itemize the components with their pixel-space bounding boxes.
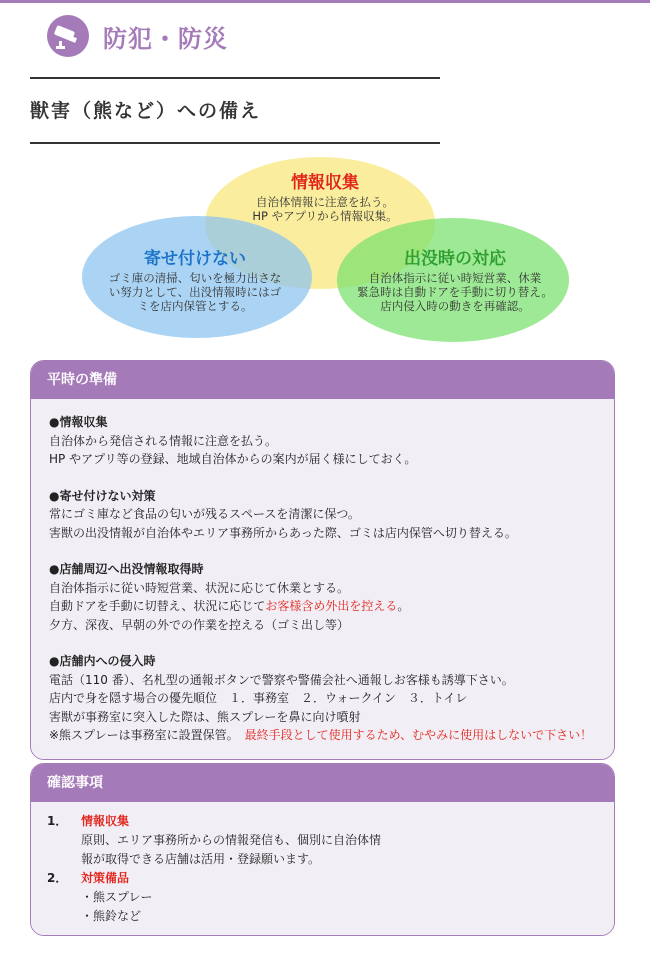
venn-info-line: HP やアプリから情報収集。 <box>252 209 398 223</box>
venn-keep-away-line: い努力として、出没情報時にはゴ <box>108 285 282 299</box>
item-title: 対策備品 <box>81 871 130 885</box>
prep-warning-text: 最終手段として使用するため、むやみに使用はしないで下さい！ <box>244 728 593 742</box>
venn-diagram <box>0 150 650 350</box>
prep-line: 自治体指示に従い時短営業、状況に応じて休業とする。 <box>49 580 350 595</box>
preparation-panel-body <box>31 399 614 760</box>
prep-section-title: ●情報収集 <box>49 415 108 429</box>
security-camera-icon <box>47 15 89 57</box>
preparation-panel-title: 平時の準備 <box>31 361 614 399</box>
prep-line: 害獣の出没情報が自治体やエリア事務所からあった際、ゴミは店内保管へ切り替える。 <box>49 525 517 540</box>
venn-response-title: 出没時の対応 <box>404 249 506 269</box>
confirmation-panel-title: 確認事項 <box>31 764 614 802</box>
prep-section-title: ●店舗内への侵入時 <box>49 654 156 668</box>
venn-info-title: 情報収集 <box>291 173 359 193</box>
prep-section-keep-away <box>49 487 614 543</box>
item-line: 原則、エリア事務所からの情報発信も、個別に自治体情 <box>81 833 382 847</box>
item-line: ・熊スプレー <box>81 890 153 904</box>
prep-section-sighting <box>49 560 614 634</box>
venn-response-line: 緊急時は自動ドアを手動に切り替え。 <box>357 285 553 299</box>
venn-keep-away-line: ミを店内保管とする。 <box>137 299 253 313</box>
prep-line-mixed <box>49 597 614 616</box>
venn-keep-away-text <box>100 248 290 313</box>
venn-response-text <box>350 248 560 313</box>
section-header <box>47 15 228 57</box>
prep-line: 夕方、深夜、早朝の外での作業を控える（ゴミ出し等） <box>49 617 350 632</box>
venn-response-line: 自治体指示に従い時短営業、休業 <box>368 271 542 285</box>
prep-warning-text: お客様含め外出を控える <box>265 599 398 613</box>
heading-bottom-rule <box>30 142 440 144</box>
item-line: 報が取得できる店舗は活用・登録願います。 <box>81 852 321 866</box>
page-title: 獣害（熊など）への備え <box>30 100 262 122</box>
prep-section-title: ●店舗周辺へ出没情報取得時 <box>49 562 204 576</box>
prep-text: ※熊スプレーは事務室に設置保管。 <box>49 728 233 742</box>
prep-line: 店内で身を隠す場合の優先順位 １．事務室 ２．ウォークイン ３．トイレ <box>49 691 468 705</box>
prep-text: 。 <box>397 599 410 613</box>
prep-section-info <box>49 413 614 469</box>
venn-keep-away-line: ゴミ庫の清掃、匂いを極力出さな <box>108 271 282 285</box>
heading-top-rule <box>30 77 440 79</box>
venn-response-line: 店内侵入時の動きを再確認。 <box>380 299 530 313</box>
prep-line: 常にゴミ庫など食品の匂いが残るスペースを清潔に保つ。 <box>49 507 360 521</box>
top-accent-line <box>0 0 650 3</box>
item-title: 情報収集 <box>81 814 130 828</box>
prep-line: HP やアプリ等の登録、地域自治体からの案内が届く様にしておく。 <box>49 452 417 466</box>
venn-info-line: 自治体情報に注意を払う。 <box>256 195 394 209</box>
prep-text: 自動ドアを手動に切替え、状況に応じて <box>49 599 266 613</box>
item-number: 2． <box>47 871 68 885</box>
venn-keep-away-title: 寄せ付けない <box>144 249 246 269</box>
confirmation-item <box>43 812 614 831</box>
confirmation-item <box>43 869 614 888</box>
prep-section-title: ●寄せ付けない対策 <box>49 488 156 503</box>
venn-info-text <box>215 172 435 223</box>
confirmation-panel <box>30 763 615 936</box>
item-number: 1． <box>47 814 68 828</box>
confirmation-panel-body <box>31 802 614 936</box>
prep-line-mixed <box>49 726 614 745</box>
prep-line: 害獣が事務室に突入した際は、熊スプレーを鼻に向け噴射 <box>49 709 361 724</box>
prep-line: 自治体から発信される情報に注意を払う。 <box>49 433 278 448</box>
preparation-panel <box>30 360 615 760</box>
section-title: 防犯・防災 <box>103 24 228 53</box>
prep-section-intrusion <box>49 652 614 745</box>
prep-line: 電話（110 番）、名札型の通報ボタンで警察や警備会社へ通報しお客様も誘導下さい。 <box>49 672 514 687</box>
item-line: ・熊鈴など <box>81 909 142 923</box>
